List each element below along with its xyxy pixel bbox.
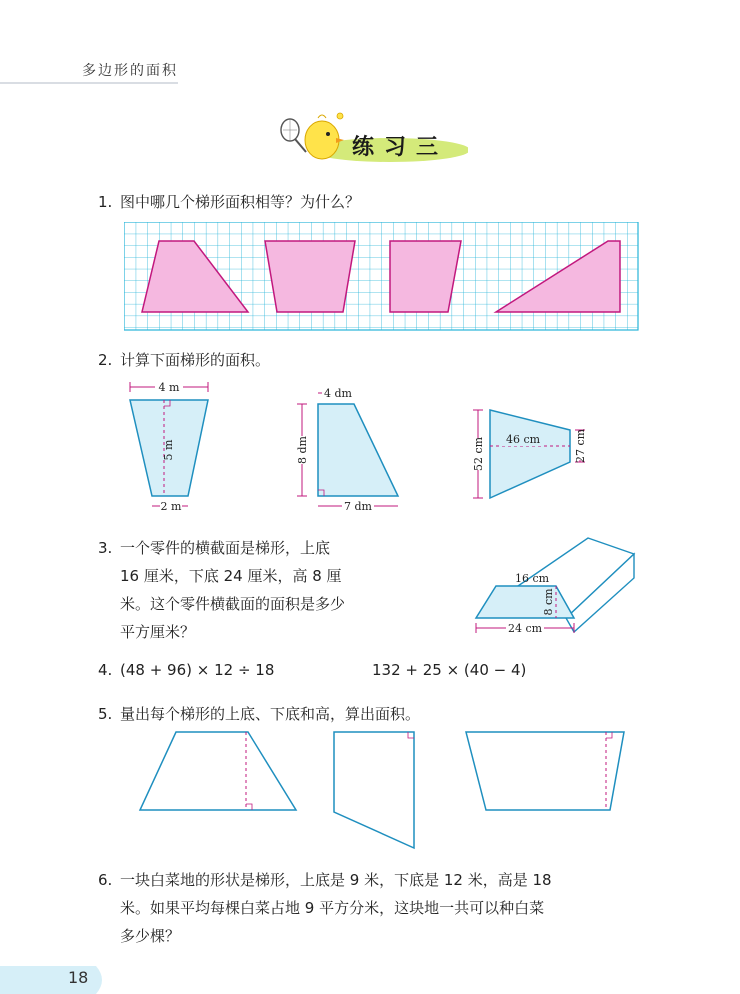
measure-trapezoid-3 [466, 732, 624, 810]
label-top: 16 cm [514, 572, 550, 585]
chapter-title: 多边形的面积 [82, 63, 178, 79]
question-3 [98, 534, 428, 646]
question-2 [98, 346, 270, 374]
label-height: 8 cm [542, 588, 555, 616]
label-height: 5 m [162, 439, 175, 461]
question-number: 3. [98, 539, 113, 557]
question-4 [98, 656, 274, 684]
question-line: 米。如果平均每棵白菜占地 9 平方分米，这块地一共可以种白菜 [120, 899, 545, 917]
trapezoid-a [130, 381, 208, 513]
question-line: 米。这个零件横截面的面积是多少 [120, 595, 346, 613]
question-5 [98, 700, 420, 728]
measure-trapezoid-1 [140, 732, 296, 810]
prism-cross-section [476, 586, 574, 618]
prism-part-figure [470, 534, 640, 640]
label-bottom: 2 m [160, 500, 182, 513]
question-1 [98, 188, 360, 216]
trapezoid-3 [390, 241, 461, 312]
question-line: 一个零件的横截面是梯形，上底 [120, 539, 331, 557]
label-top: 4 m [158, 381, 180, 394]
question-text: 计算下面梯形的面积。 [120, 351, 271, 369]
tennis-racket-icon [281, 119, 306, 152]
question-number: 4. [98, 661, 113, 679]
question-line: 多少棵？ [120, 927, 181, 945]
question-text: 量出每个梯形的上底、下底和高，算出面积。 [120, 705, 421, 723]
expression-2: 132 + 25 × (40 − 4) [372, 661, 527, 679]
label-top: 4 dm [324, 387, 352, 400]
trapezoid-grid-figure [124, 222, 640, 332]
page-number: 18 [68, 968, 89, 987]
question-line: 一块白菜地的形状是梯形，上底是 9 米，下底是 12 米，高是 18 [120, 871, 552, 889]
question-number: 6. [98, 871, 113, 889]
question-line: 平方厘米？ [120, 623, 196, 641]
page-number-tab [0, 966, 110, 994]
trapezoid-2 [265, 241, 355, 312]
exercise-title: 练习三 [352, 135, 449, 160]
label-height: 8 dm [296, 436, 309, 464]
question-number: 2. [98, 351, 113, 369]
question-6 [98, 866, 658, 950]
label-bottom: 24 cm [507, 622, 543, 635]
expression-1: (48 + 96) × 12 ÷ 18 [120, 661, 275, 679]
question-number: 1. [98, 193, 113, 211]
question-number: 5. [98, 705, 113, 723]
trapezoid-b [296, 387, 398, 513]
q5-trapezoid-figures [136, 728, 632, 852]
question-line: 16 厘米，下底 24 厘米，高 8 厘 [120, 567, 342, 585]
trapezoid-c [472, 410, 587, 498]
label-right: 27 cm [574, 428, 587, 464]
label-bottom: 7 dm [344, 500, 372, 513]
question-text: 图中哪几个梯形面积相等？为什么？ [120, 193, 361, 211]
label-left: 52 cm [472, 436, 485, 472]
header-divider [0, 82, 178, 84]
measure-trapezoid-2 [334, 732, 414, 848]
q2-trapezoid-figures [120, 378, 600, 516]
label-height: 46 cm [505, 433, 541, 446]
